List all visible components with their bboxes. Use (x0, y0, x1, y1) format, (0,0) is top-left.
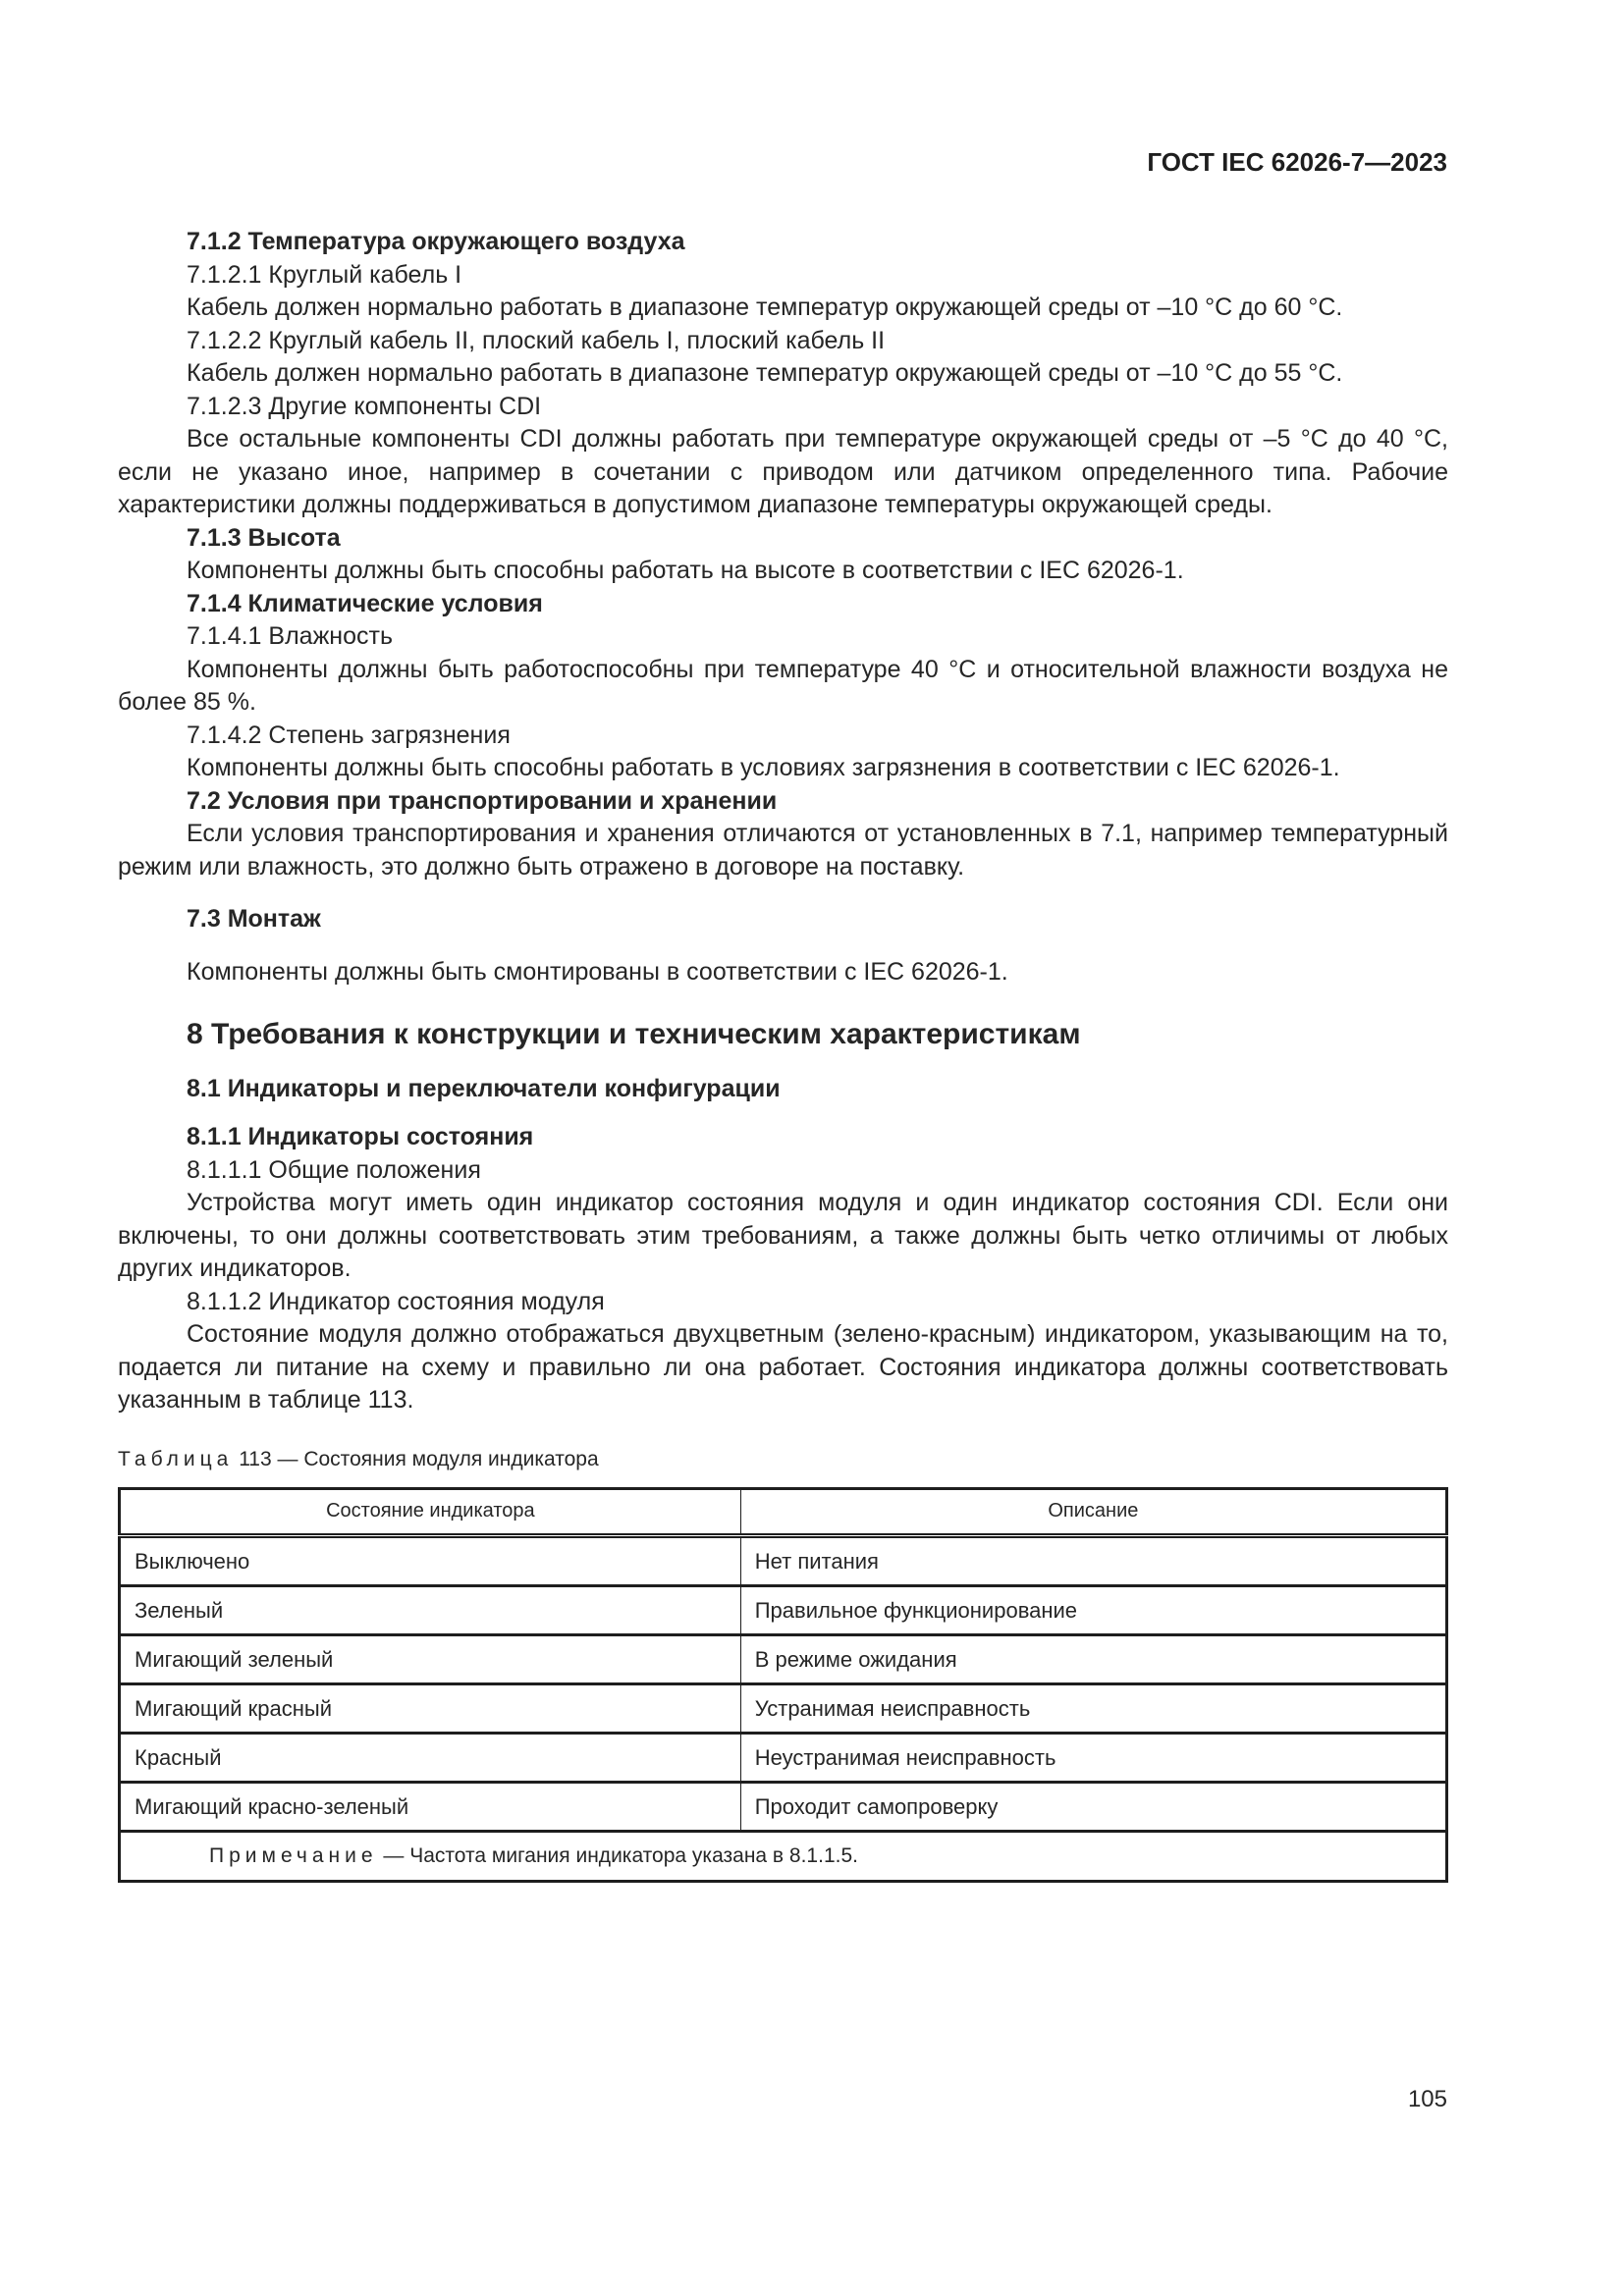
table-cell: Зеленый (120, 1586, 741, 1635)
subsection-title: 7.1.2.2 Круглый кабель II, плоский кабель I, плоский кабель II (187, 326, 886, 354)
page-number: 105 (1407, 2086, 1447, 2112)
table-row (120, 1783, 1447, 1832)
table-cell: В режиме ожидания (740, 1635, 1446, 1684)
paragraph: Компоненты должны быть способны работать на высоте в соответствии с IEC 62026-1. (187, 557, 1184, 584)
paragraph: Кабель должен нормально работать в диапазоне температур окружающей среды от –10 °С до 60 °С. (187, 294, 1343, 321)
table-row (120, 1684, 1447, 1734)
table-cell: Проходит самопроверку (740, 1783, 1446, 1832)
table-caption-text: 113 — Состояния модуля индикатора (239, 1447, 599, 1470)
table-row (120, 1586, 1447, 1635)
note-label: Примечание (209, 1844, 378, 1868)
column-header: Состояние индикатора (120, 1489, 741, 1536)
table-cell: Нет питания (740, 1536, 1446, 1586)
table-caption-label: Таблица (118, 1447, 234, 1470)
page-content (118, 226, 1448, 1883)
section-heading: 7.1.2 Температура окружающего воздуха (187, 228, 685, 255)
paragraph: Компоненты должны быть способны работать в условиях загрязнения в соответствии с IEC 62026-1. (187, 754, 1340, 781)
paragraph: Состояние модуля должно отображаться двухцветным (зелено-красным) индикатором, указывающим на то, подается ли питание на схему и правильно ли она работает. Состояния индикатора должны соответствовать указанным в таблице 113. (118, 1320, 1448, 1414)
table-caption (118, 1443, 1448, 1476)
subsection-title: 8.1.1.1 Общие положения (187, 1155, 481, 1184)
section-heading: 7.2 Условия при транспортировании и хранении (187, 786, 778, 815)
subsection-title: 8.1.1.2 Индикатор состояния модуля (187, 1287, 605, 1315)
subsection-title: 7.1.4.2 Степень загрязнения (187, 721, 511, 749)
section-heading: 7.1.3 Высота (187, 523, 341, 552)
table-cell: Правильное функционирование (740, 1586, 1446, 1635)
table-header-row (120, 1489, 1447, 1536)
indicator-states-table (118, 1487, 1448, 1883)
paragraph: Устройства могут иметь один индикатор состояния модуля и один индикатор состояния CDI. Если они включены, то они должны соответствовать этим требованиям, а также должны быть четко отличимы от любых других индикаторов. (118, 1189, 1448, 1282)
table-note (120, 1832, 1447, 1882)
section-heading: 8.1.1 Индикаторы состояния (187, 1123, 534, 1150)
table-cell: Мигающий красный (120, 1684, 741, 1734)
paragraph: Все остальные компоненты CDI должны работать при температуре окружающей среды от –5 °С до 40 °С, если не указано иное, например в сочетании с приводом или датчиком определенного типа. Рабочие характеристики должны поддерживаться в допустимом диапазоне температуры окружающей среды. (118, 425, 1448, 518)
table-note-row (120, 1832, 1447, 1882)
table-cell: Мигающий зеленый (120, 1635, 741, 1684)
paragraph: Кабель должен нормально работать в диапазоне температур окружающей среды от –10 °С до 55 °С. (187, 359, 1343, 387)
section-heading: 8.1 Индикаторы и переключатели конфигурации (187, 1074, 781, 1102)
section-heading: 7.1.4 Климатические условия (187, 589, 543, 617)
paragraph: Компоненты должны быть работоспособны при температуре 40 °С и относительной влажности воздуха не более 85 %. (118, 655, 1448, 716)
note-text: — Частота мигания индикатора указана в 8.1.1.5. (377, 1844, 858, 1868)
chapter-heading: 8 Требования к конструкции и техническим характеристикам (187, 1018, 1081, 1050)
document-id-header: ГОСТ IEC 62026-7—2023 (1147, 147, 1447, 177)
subsection-title: 7.1.4.1 Влажность (187, 622, 393, 650)
table-cell: Выключено (120, 1536, 741, 1586)
table-cell: Красный (120, 1734, 741, 1783)
table-row (120, 1635, 1447, 1684)
table-row (120, 1734, 1447, 1783)
table-cell: Мигающий красно-зеленый (120, 1783, 741, 1832)
section-heading: 7.3 Монтаж (187, 905, 321, 933)
table-cell: Устранимая неисправность (740, 1684, 1446, 1734)
column-header: Описание (740, 1489, 1446, 1536)
paragraph: Компоненты должны быть смонтированы в соответствии с IEC 62026-1. (187, 957, 1008, 986)
table-cell: Неустранимая неисправность (740, 1734, 1446, 1783)
paragraph: Если условия транспортирования и хранения отличаются от установленных в 7.1, например температурный режим или влажность, это должно быть отражено в договоре на поставку. (118, 820, 1448, 881)
subsection-title: 7.1.2.1 Круглый кабель I (187, 260, 462, 289)
subsection-title: 7.1.2.3 Другие компоненты CDI (187, 392, 542, 420)
table-row (120, 1536, 1447, 1586)
